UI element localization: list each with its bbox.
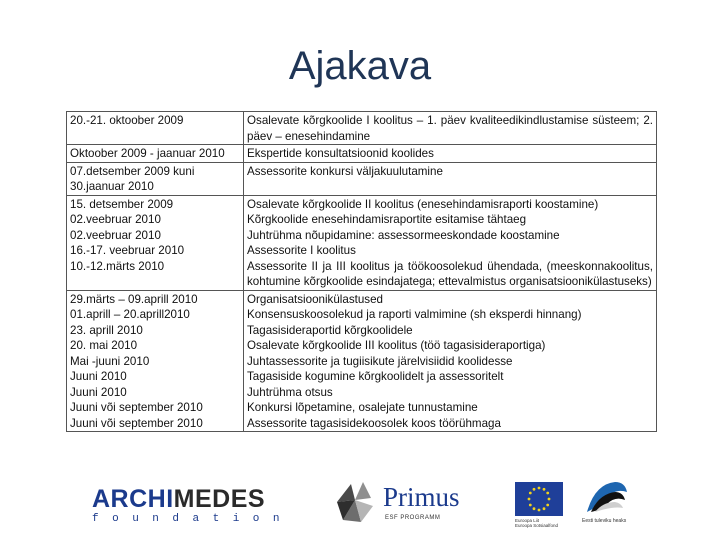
activity-line: Juhtassessorite ja tugiisikute järelvisiidid koolidesse (247, 354, 513, 368)
estonia-emblem-icon (585, 478, 629, 516)
activities-cell (244, 162, 657, 195)
activities-cell (244, 195, 657, 290)
date-line: 29.märts – 09.aprill 2010 (70, 292, 198, 306)
table-row (67, 162, 657, 195)
dates-cell (67, 290, 244, 432)
date-line: Oktoober 2009 - jaanuar 2010 (70, 147, 225, 160)
date-line: Juuni või september 2010 (70, 401, 203, 414)
activities-cell (244, 145, 657, 163)
table-row (67, 290, 657, 432)
dates-cell (67, 112, 244, 145)
activity-line: Osalevate kõrgkoolide III koolitus (töö tagasisideraportiga) (247, 339, 546, 352)
date-line: 01.aprill – 20.aprill2010 (70, 308, 190, 321)
date-line: 10.-12.märts 2010 (70, 259, 165, 273)
date-line: 16.-17. veebruar 2010 (70, 244, 185, 257)
primus-name: Primus (383, 482, 460, 512)
archimedes-logo (92, 485, 294, 530)
date-line: Mai -juuni 2010 (70, 354, 150, 368)
table-row (67, 112, 657, 145)
activity-line: Assessorite konkursi väljakuulutamine (247, 164, 443, 178)
activity-line: Organisatsioonikülastused (247, 292, 383, 306)
primus-emblem-icon (333, 480, 377, 526)
page-title: Ajakava (288, 44, 432, 88)
activity-line: Osalevate kõrgkoolide I koolitus – 1. päev kvaliteedikindlustamise süsteem; 2. päev – enesehindamine (247, 114, 653, 143)
activity-line: Assessorite tagasisidekoosolek koos töörühmaga (247, 416, 501, 430)
date-line: 20. mai 2010 (70, 339, 138, 352)
activity-line: Konkursi lõpetamine, osalejate tunnustamine (247, 401, 478, 414)
primus-logo (333, 480, 473, 526)
eu-caption: Euroopa Liit Euroopa Sotsiaalfond (515, 518, 559, 528)
activity-line: Osalevate kõrgkoolide II koolitus (enesehindamisraporti koostamine) (247, 197, 599, 211)
date-line: 20.-21. oktoober 2009 (70, 114, 184, 127)
activity-line: Kõrgkoolide enesehindamisraportite esitamise tähtaeg (247, 213, 527, 226)
dates-cell (67, 162, 244, 195)
table-row (67, 145, 657, 163)
activity-line: Tagasisideraportid kõrgkoolidele (247, 323, 413, 337)
date-line: 07.detsember 2009 kuni 30.jaanuar 2010 (70, 164, 195, 193)
date-line: 23. aprill 2010 (70, 323, 143, 337)
dates-cell (67, 145, 244, 163)
dates-cell (67, 195, 244, 290)
date-line: Juuni 2010 (70, 385, 127, 399)
activity-line: Assessorite II ja III koolitus ja töökoosolekud ühendada, (meeskonnakoolitus, kohtumine kõrgkoolide esindajatega; ettevalmistus organisatsioonikülastuseks) (247, 259, 653, 288)
date-line: 02.veebruar 2010 (70, 228, 161, 242)
estonia-caption: Eesti tuleviku heaks (582, 518, 627, 524)
archimedes-sub: foundation (92, 513, 294, 525)
date-line: Juuni või september 2010 (70, 416, 203, 430)
activity-line: Juhtrühma otsus (247, 385, 333, 399)
primus-sub: ESF PROGRAMM (385, 515, 441, 521)
activity-line: Assessorite I koolitus (247, 244, 356, 257)
date-line: Juuni 2010 (70, 370, 127, 383)
activities-cell (244, 112, 657, 145)
table-row (67, 195, 657, 290)
schedule-table (66, 111, 657, 432)
date-line: 15. detsember 2009 (70, 197, 174, 211)
archimedes-part1: ARCHI (92, 485, 174, 513)
estonia-logo (582, 478, 632, 530)
activity-line: Juhtrühma nõupidamine: assessormeeskondade koostamine (247, 228, 560, 242)
activity-line: Tagasiside kogumine kõrgkoolidelt ja assessoritelt (247, 370, 504, 383)
footer-logos (0, 476, 720, 532)
date-line: 02.veebruar 2010 (70, 213, 161, 226)
activity-line: Ekspertide konsultatsioonid koolides (247, 147, 434, 160)
activities-cell (244, 290, 657, 432)
archimedes-part2: MEDES (173, 485, 266, 513)
eu-flag-icon (515, 482, 563, 516)
eu-logo (515, 482, 567, 530)
activity-line: Konsensuskoosolekud ja raporti valmimine (sh eksperdi hinnang) (247, 308, 582, 321)
